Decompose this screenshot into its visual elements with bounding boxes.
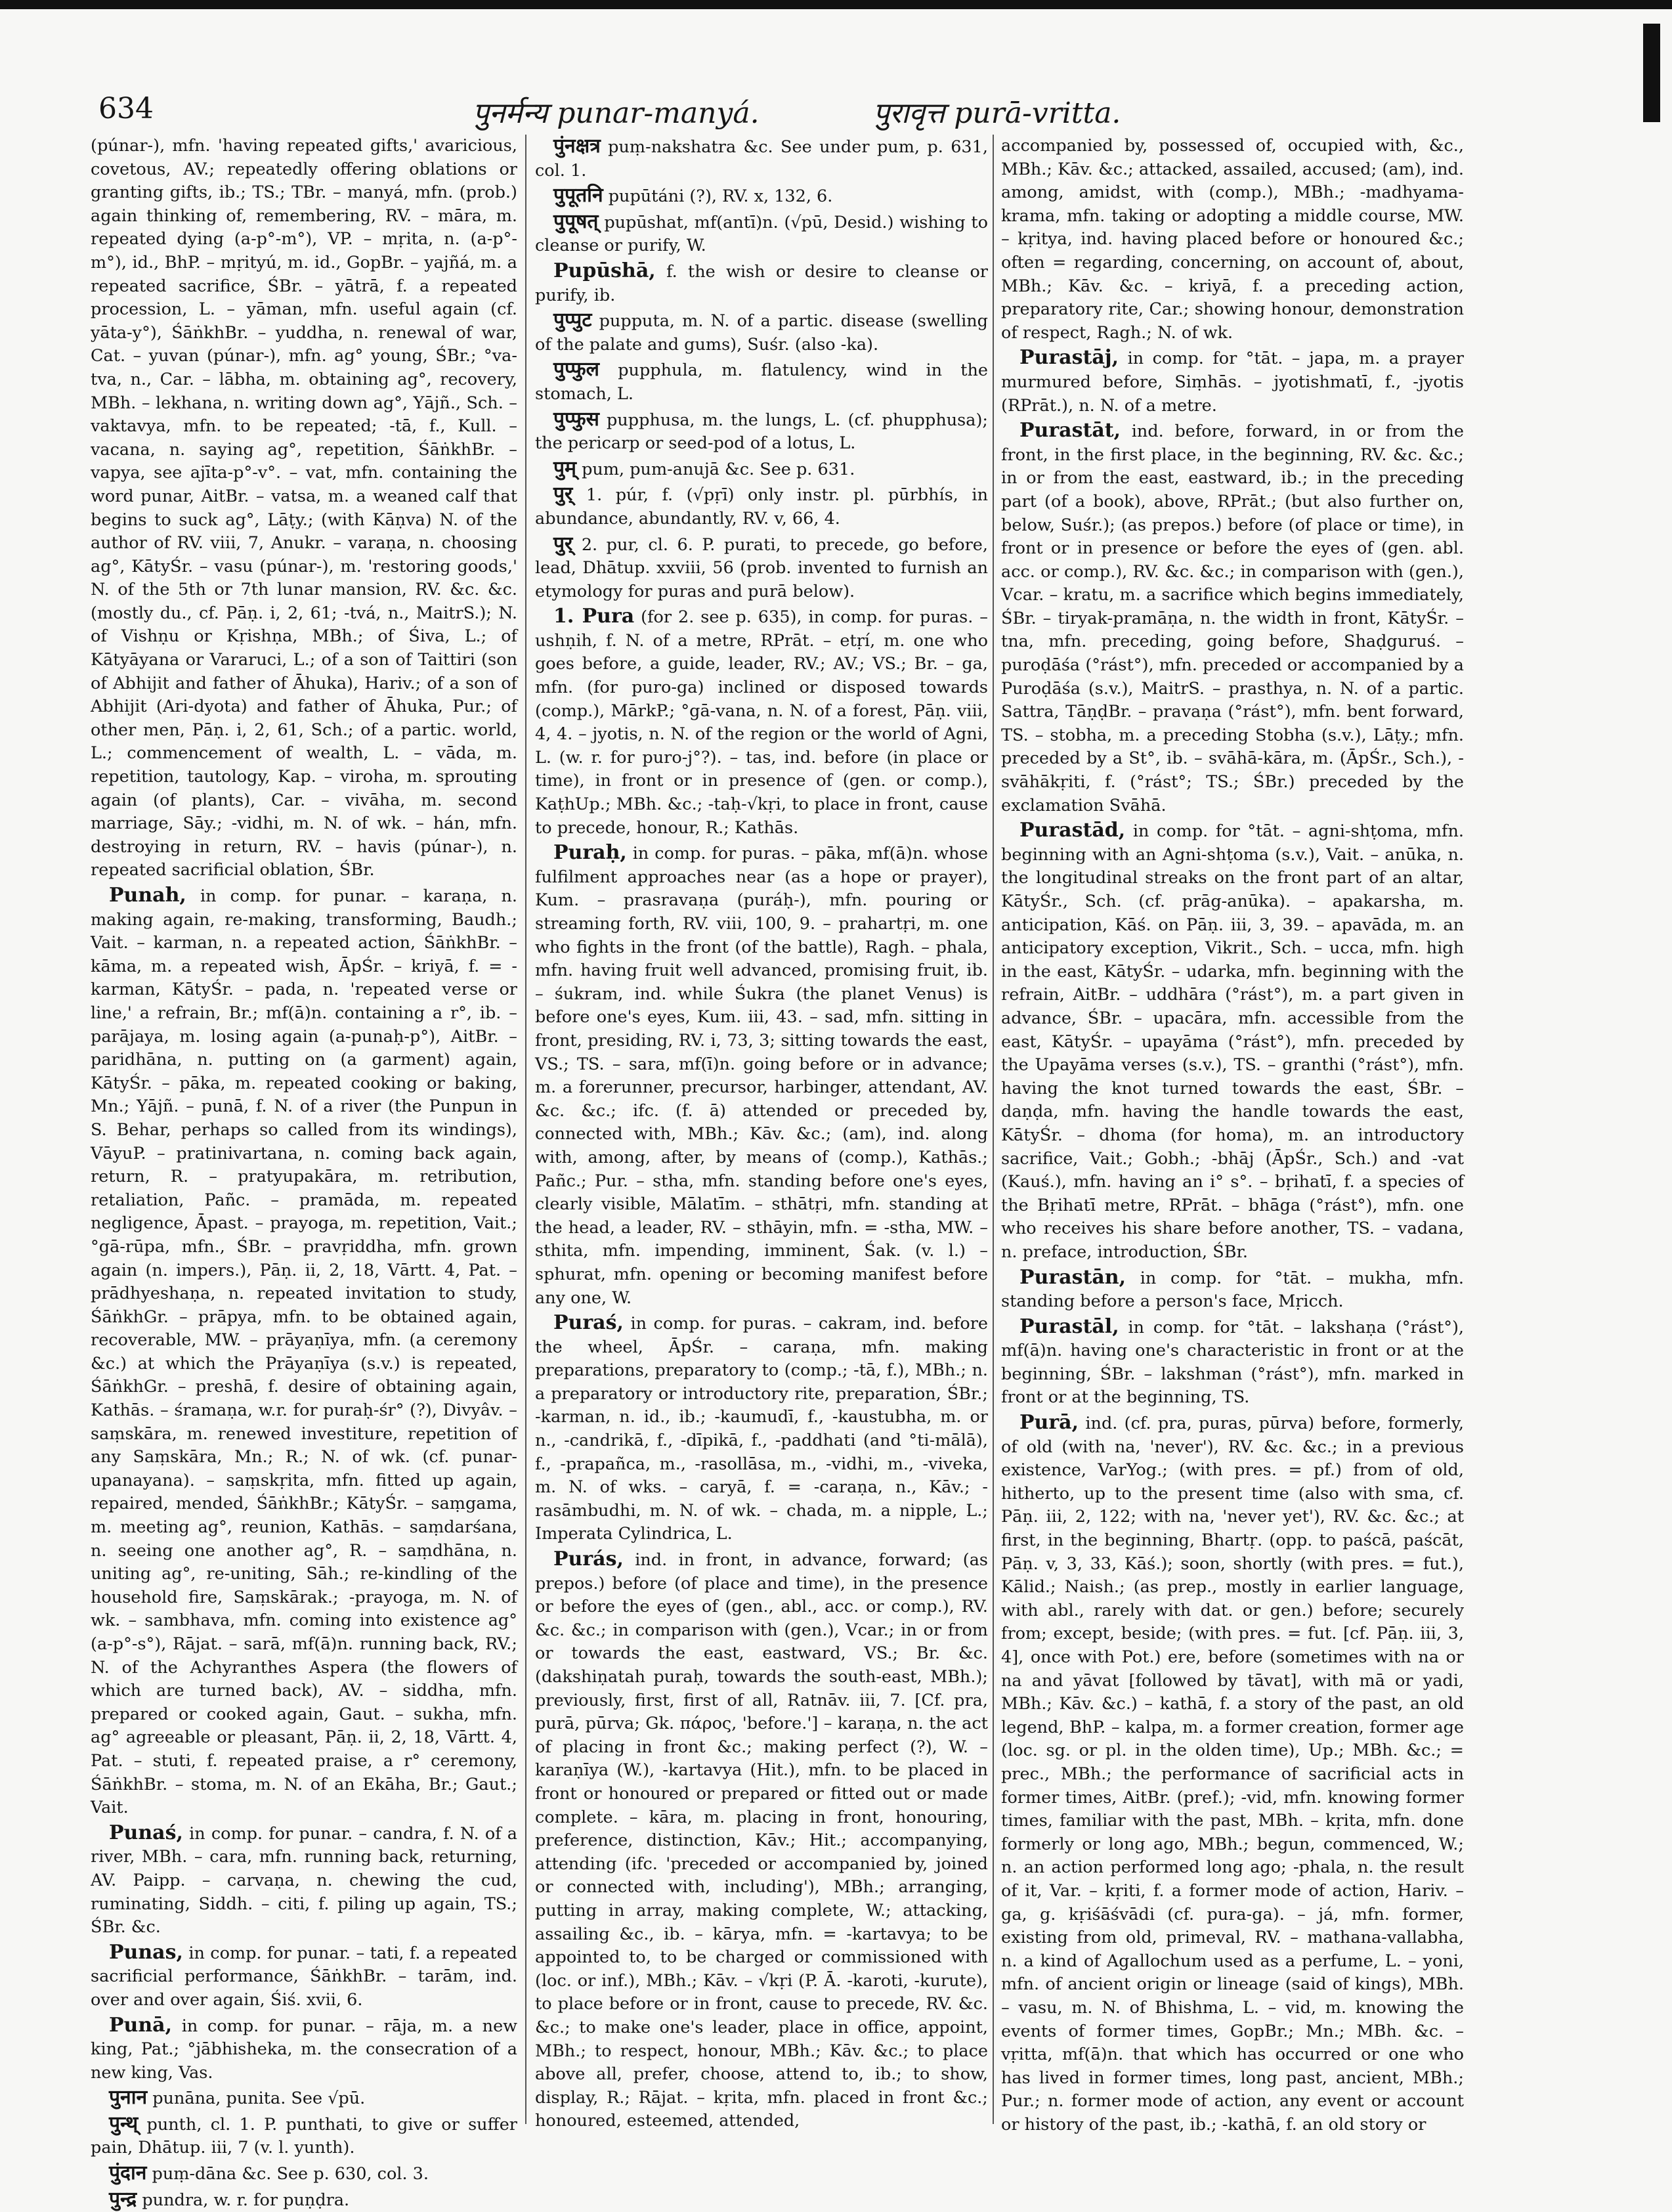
- entry-headword: पुम्: [553, 456, 576, 480]
- dictionary-entry: [1001, 419, 1464, 817]
- dictionary-entry: [91, 884, 517, 1820]
- entry-definition: pupūshat, mf(antī)n. (√pū, Desid.) wishing to cleanse or purify, W.: [535, 212, 989, 256]
- entry-headword: पुप्फुल: [553, 358, 600, 381]
- dictionary-entry: [535, 532, 988, 604]
- entry-headword: पुन्थ्: [109, 2112, 139, 2135]
- dictionary-entry: [535, 457, 988, 482]
- entry-headword: Punā,: [109, 2013, 173, 2037]
- dictionary-entry: [91, 2112, 517, 2160]
- entry-definition: in comp. for °tāt. – lakshaṇa (°rást°), mf(ā)n. having one's characteristic in front or at the beginning, ŚBr. – lakshman (°rást°), mfn. marked in front or at the beginning, TS.: [1001, 1317, 1464, 1408]
- entry-headword: Punah,: [109, 884, 186, 907]
- entry-headword: Purastān,: [1019, 1265, 1126, 1289]
- entry-headword: पुप्फुस: [553, 407, 599, 431]
- dictionary-entry: [1001, 1411, 1464, 2136]
- entry-headword: Purastāl,: [1019, 1314, 1119, 1338]
- entry-definition: in comp. for °tāt. – mukha, mfn. standing before a person's face, Mṛicch.: [1001, 1268, 1464, 1312]
- entry-definition: in comp. for puras. – pāka, mf(ā)n. whose fulfilment approaches near (as a hope or prayer), Kum. – prasravaṇa (puráḥ-), mfn. pouring or streaming forth, RV. viii, 100, 9. – prahartṛi, m. one who fights in the front (of the battle), Ragh. – phala, mfn. having fruit well advanced, promising fruit, ib. – śukram, ind. while Śukra (the planet Venus) is before one's eyes, Kum. iii, 43. – sad, mfn. sitting in front, presiding, RV. i, 73, 3; sitting towards the east, VS.; TS. – sara, mf(ī)n. going before or in advance; m. a forerunner, precursor, harbinger, attendant, AV. &c. &c.; ifc. (f. ā) attended or preceded by, connected with, MBh.; Kāv. &c.; (am), ind. along with, among, after, by means of (comp.), Kathās.; Pañc.; Pur. – stha, mfn. standing before one's eyes, clearly visible, Mālatīm. – sthātṛi, mfn. standing at the head, a leader, RV. – sthāyin, mfn. = -stha, MW. – sthita, mfn. impending, imminent, Śak. (v. l.) – sphurat, mfn. opening or becoming manifest before any one, W.: [535, 844, 989, 1308]
- entry-headword: Purā,: [1019, 1411, 1079, 1435]
- dictionary-entry: [535, 184, 988, 209]
- entry-definition: in comp. for °tāt. – japa, m. a prayer murmured before, Siṃhās. – jyotishmatī, f., -jyotis (RPrāt.), n. N. of a metre.: [1001, 349, 1464, 416]
- entry-definition: pundra, w. r. for puṇḍra.: [142, 2190, 350, 2210]
- entry-headword: पुप्पुट: [553, 309, 592, 332]
- page-header: [98, 92, 1562, 131]
- dictionary-entry: [91, 1821, 517, 1940]
- entry-definition: pupphusa, m. the lungs, L. (cf. phupphusa); the pericarp or seed-pod of a lotus, L.: [535, 410, 988, 454]
- entry-headword: पुंनक्षत्र: [553, 135, 601, 158]
- dictionary-entry: [1001, 819, 1464, 1264]
- entry-definition: in comp. for punar. – rāja, m. a new king, Pat.; °jābhisheka, m. the consecration of a new king, Vas.: [91, 2016, 518, 2083]
- entry-headword: पुपूषत्: [553, 209, 599, 233]
- entry-definition: accompanied by, possessed of, occupied with, &c., MBh.; Kāv. &c.; attacked, assailed, accused; (am), ind. among, amidst, with (comp.), MBh.; -madhyama-krama, mfn. taking or adopting a middle course, MW. – kṛitya, ind. having placed before or honoured &c.; often = regarding, concerning, on account of, about, MBh.; Kāv. &c. – kriyā, f. a preceding action, preparatory rite, Car.; showing honour, demonstration of respect, Ragh.; N. of wk.: [1001, 136, 1464, 343]
- dictionary-entry: [1001, 1315, 1464, 1410]
- entry-definition: ind. before, forward, in or from the front, in the first place, in the beginning, RV. &c. &c.; in or from the east, eastward, ib.; in the preceding part (of a book), above, RPrāt.; (but also further on, below, Suśr.); (as prepos.) before (of place or time), in front or in presence or before the eyes of (gen. abl. acc. or comp.), RV. &c. &c.; in comparison with (gen.), Vcar. – kratu, m. a sacrifice which begins immediately, ŚBr. – tiryak-pramāṇa, n. the width in front, KātyŚr. – tna, mfn. preceding, going before, Shaḍguruś. – puroḍāśa (°rást°), mfn. preceded or accompanied by a Puroḍāśa (s.v.), MaitrS. – prasthya, n. N. of a partic. Sattra, TāṇḍBr. – pravaṇa (°rást°), mfn. bent forward, TS. – stobha, m. a preceding Stobha (s.v.), Lāṭy.; mfn. preceded by a St°, ib. – svāhā-kāra, m. (ĀpŚr., Sch.), -svāhākṛiti, f. (°rást°; TS.; ŚBr.) preceded by the exclamation Svāhā.: [1001, 422, 1465, 815]
- dictionary-entry: [91, 2161, 517, 2186]
- page-number: 634: [98, 92, 154, 125]
- dictionary-entry: [91, 2014, 517, 2085]
- entry-headword: Punaś,: [109, 1821, 183, 1844]
- dictionary-column-3: [1001, 135, 1465, 2135]
- entry-definition: puṃ-dāna &c. See p. 630, col. 3.: [152, 2164, 429, 2184]
- entry-definition: f. the wish or desire to cleanse or purify, ib.: [535, 261, 988, 305]
- entry-definition: ind. (cf. pra, puras, pūrva) before, formerly, of old (with na, 'never'), RV. &c. &c.; in a previous existence, VarYog.; (with pres. = pf.) from of old, hitherto, up to the present time (also with sma, cf. Pāṇ. iii, 2, 122; with na, 'never yet'), RV. &c. &c.; at first, in the beginning, Bhartṛ. (opp. to paścā, paścāt, Pāṇ. v, 3, 33, Kāś.); soon, shortly (with pres. = fut.), Kālid.; Naish.; (as prep., mostly in earlier language, with abl., rarely with dat. or gen.) before; securely from; except, beside; (with pres. = fut. [cf. Pāṇ. iii, 3, 4], once with Pot.) ere, before (sometimes with na or na and yāvat [followed by tāvat], with mā or yadi, MBh.; Kāv. &c.) – kathā, f. a story of the past, an old legend, BhP. – kalpa, m. a former creation, former age (loc. sg. or pl. in the olden time), Up.; MBh. &c.; = prec., MBh.; the performance of sacrificial acts in former times, AitBr. (pref.); -vid, mfn. knowing former times, familiar with the past, MBh. – kṛita, mfn. done formerly or long ago, MBh.; begun, commenced, W.; n. an action performed long ago; -phala, n. the result of it, Var. – kṛiti, f. a former mode of action, Hariv. – ga, g. kṛiśāśvādi (cf. pura-ga). – já, mfn. former, existing from old, primeval, RV. – mathana-vallabha, n. a kind of Agallochum used as a perfume, L. – yoni, mfn. of ancient origin or lineage (said of kings), MBh. – vasu, m. N. of Bhishma, L. – vid, m. knowing the events of former times, GopBr.; Mn.; MBh. &c. – vṛitta, mf(ā)n. that which has occurred or one who has lived in former times, long past, ancient, MBh.; Pur.; n. former mode of action, any event or account or history of the past, ib.; -kathā, f. an old story or: [1001, 1414, 1465, 2135]
- dictionary-entry: [535, 605, 988, 840]
- entry-definition: punth, cl. 1. P. punthati, to give or suffer pain, Dhātup. iii, 7 (v. l. yunth).: [91, 2114, 518, 2158]
- entry-definition: 2. pur, cl. 6. P. purati, to precede, go before, lead, Dhātup. xxviii, 56 (prob. invented to furnish an etymology for puras and purā below).: [535, 534, 988, 601]
- entry-headword: पुनान: [109, 2086, 148, 2110]
- dictionary-entry: [1001, 346, 1464, 418]
- dictionary-entry: [535, 358, 988, 406]
- dictionary-entry: [535, 1548, 988, 2133]
- entry-definition: punāna, punita. See √pū.: [152, 2089, 366, 2109]
- dictionary-entry: [91, 2086, 517, 2111]
- dictionary-entry: [535, 259, 988, 307]
- entry-definition: puṃ-nakshatra &c. See under pum, p. 631, col. 1.: [535, 137, 988, 181]
- dictionary-entry: [535, 135, 988, 183]
- entry-headword: Purastād,: [1019, 819, 1126, 842]
- dictionary-entry: [535, 483, 988, 531]
- dictionary-entry: [1001, 1266, 1464, 1314]
- binding-edge-mark: [1643, 24, 1660, 122]
- entry-definition: in comp. for punar. – candra, f. N. of a river, MBh. – cara, mfn. running back, returning, AV. Paipp. – carvaṇa, n. chewing the cud, ruminating, Siddh. – citi, f. piling up again, TS.; ŚBr. &c.: [91, 1823, 518, 1938]
- entry-headword: पुपूतनि: [553, 184, 603, 207]
- dictionary-entry: [91, 135, 517, 882]
- entry-headword: Purastāt,: [1019, 419, 1121, 443]
- dictionary-entry: [535, 841, 988, 1310]
- dictionary-entry: [1001, 135, 1464, 345]
- header-left-guideword: पुनर्मन्य punar-manyá.: [473, 97, 760, 130]
- dictionary-column-2: [535, 135, 989, 2131]
- entry-headword: Purás,: [553, 1548, 624, 1571]
- entry-headword: पुर्: [553, 532, 573, 555]
- entry-definition: pupputa, m. N. of a partic. disease (swelling of the palate and gums), Suśr. (also -ka).: [535, 311, 989, 355]
- entry-definition: ind. in front, in advance, forward; (as prepos.) before (of place and time), in the presence or before the eyes of (gen., abl., acc. or comp.), RV. &c. &c.; in comparison with (gen.), Vcar.; in or from or towards the east, eastward, VS.; Br. &c. (dakshiṇatah puraḥ, towards the south-east, MBh.); previously, first, first of all, Ratnāv. iii, 7. [Cf. pra, purā, pūrva; Gk. πάρος, 'before.'] – karaṇa, n. the act of placing in front &c.; making perfect (?), W. – karaṇīya (W.), -kartavya (Hit.), mfn. to be placed in front or honoured or prepared or fitted out or made complete. – kāra, m. placing in front, honouring, preference, distinction, Kāv.; Hit.; accompanying, attending (ifc. 'preceded or accompanied by, joined or connected with, including'), MBh.; arranging, putting in array, making complete, W.; attacking, assailing &c., ib. – kārya, mfn. = -kartavya; to be appointed to, to be charged or commissioned with (loc. or inf.), MBh.; Kāv. – √kṛi (P. Ā. -karoti, -kurute), to place before or in front, cause to precede, RV. &c. &c.; to make one's leader, place in office, appoint, MBh.; to respect, honour, MBh.; Kāv. &c.; to place above all, prefer, choose, attend to, ib.; to show, display, R.; Rājat. – kṛita, mfn. placed in front &c.; honoured, esteemed, attended,: [535, 1550, 988, 2131]
- entry-headword: पुन्द्र: [109, 2187, 137, 2211]
- dictionary-entry: [535, 1311, 988, 1546]
- entry-headword: Punas,: [109, 1940, 183, 1964]
- header-right-guideword: पुरावृत्त purā-vritta.: [873, 97, 1121, 130]
- entry-headword: पुर्: [553, 483, 573, 506]
- entry-definition: in comp. for punar. – karaṇa, n. making again, re-making, transforming, Baudh.; Vait. – karman, n. a repeated action, ŚāṅkhBr. – kāma, m. a repeated wish, ĀpŚr. – kriyā, f. = -karman, KātyŚr. – pada, n. 'repeated verse or line,' a refrain, Br.; mf(ā)n. containing a r°, ib. – parājaya, m. losing again (a-punaḥ-p°), AitBr. – paridhāna, n. putting on (a garment) again, KātyŚr. – pāka, m. repeated cooking or baking, Mn.; Yājñ. – punā, f. N. of a river (the Punpun in S. Behar, perhaps so called from its windings), VāyuP. – pratinivartana, n. coming back again, return, R. – pratyupakāra, m. retribution, retaliation, Pañc. – pramāda, m. repeated negligence, Āpast. – prayoga, m. repetition, Vait.; °gā-rūpa, mfn., ŚBr. – pravṛiddha, mfn. grown again (n. impers.), Pāṇ. ii, 2, 18, Vārtt. 4, Pat. – prādhyeshaṇa, n. repeated invitation to study, ŚāṅkhGr. – prāpya, mfn. to be obtained again, recoverable, MW. – prāyaṇīya, mfn. (a ceremony &c.) at which the Prāyaṇīya (s.v.) is repeated, ŚāṅkhGr. – preshā, f. desire of obtaining again, Kathās. – śramaṇa, w.r. for puraḥ-śr° (?), Divyâv. – saṃskāra, m. renewed investiture, repetition of any Saṃskāra, Mn.; R.; N. of wk. (cf. punar-upanayana). – saṃskṛita, mfn. fitted up again, repaired, mended, ŚāṅkhBr.; KātyŚr. – saṃgama, m. meeting ag°, reunion, Kathās. – saṃdarśana, n. seeing one another ag°, R. – saṃdhāna, n. uniting ag°, re-uniting, Sāh.; re-kindling of the household fire, Saṃskārak.; -prayoga, m. N. of wk. – sambhava, mfn. coming into existence ag° (a-p°-s°), Rājat. – sarā, mf(ā)n. running back, RV.; N. of the Achyranthes Aspera (the flowers of which are turned back), AV. – siddha, mfn. prepared or cooked again, Gaut. – sukha, mfn. ag° agreeable or pleasant, Pāṇ. ii, 2, 18, Vārtt. 4, Pat. – stuti, f. repeated praise, a r° ceremony, ŚāṅkhBr. – stoma, m. N. of an Ekāha, Br.; Gaut.; Vait.: [91, 886, 517, 1818]
- page-top-bar: [0, 0, 1672, 9]
- dictionary-entry: [91, 2188, 517, 2212]
- entry-definition: in comp. for punar. – tati, f. a repeated sacrificial performance, ŚāṅkhBr. – tarām, ind. over and over again, Śiś. xvii, 6.: [91, 1943, 518, 2010]
- entry-definition: (púnar-), mfn. 'having repeated gifts,' avaricious, covetous, AV.; repeatedly offering oblations or granting gifts, ib.; TS.; TBr. – manyá, mfn. (prob.) again thinking of, remembering, RV. – māra, m. repeated dying (a-p°-m°), VP. – mṛita, n. (a-p°-m°), id., BhP. – mṛityú, m. id., GopBr. – yajñá, m. a repeated sacrifice, ŚBr. – yātrā, f. a repeated procession, L. – yāman, mfn. useful again (cf. yāta-y°), ŚāṅkhBr. – yuddha, n. renewal of war, Cat. – yuvan (púnar-), mfn. ag° young, ŚBr.; °va-tva, n., Car. – lābha, m. obtaining ag°, recovery, MBh. – lekhana, n. writing down ag°, Yājñ., Sch. – vaktavya, mfn. to be repeated; -tā, f., Kull. – vacana, n. saying ag°, repetition, ŚāṅkhBr. – vapya, see ajīta-p°-v°. – vat, mfn. containing the word punar, AitBr. – vatsa, m. a weaned calf that begins to suck ag°, Lāṭy.; (with Kāṇva) N. of the author of RV. viii, 7, Anukr. – varaṇa, n. choosing ag°, KātyŚr. – vasu (púnar-), m. 'restoring goods,' N. of the 5th or 7th lunar mansion, RV. &c. &c. (mostly du., cf. Pāṇ. i, 2, 61; -tvá, n., MaitrS.); N. of Vishṇu or Kṛishṇa, MBh.; of Śiva, L.; of Kātyāyana or Vararuci, L.; of a son of Taittiri (son of Abhijit and father of Āhuka), Hariv.; of a son of Abhijit (Ari-dyota) and father of Āhuka, Pur.; of other men, Pāṇ. i, 2, 61, Sch.; of a partic. world, L.; commencement of wealth, L. – vāda, m. repetition, tautology, Kap. – viroha, m. sprouting again (of plants), Car. – vivāha, m. second marriage, Sāy.; -vidhi, m. N. of wk. – hán, mfn. destroying in return, RV. – havis (púnar-), n. repeated sacrificial oblation, ŚBr.: [91, 136, 517, 880]
- column-rule: [993, 135, 994, 2124]
- dictionary-entry: [535, 408, 988, 456]
- entry-definition: in comp. for °tāt. – agni-shṭoma, mfn. beginning with an Agni-shṭoma (s.v.), Vait. – anūka, n. the longitudinal streaks on the front part of an altar, KātyŚr., Sch. (cf. prāg-anūka). – apakarsha, m. anticipation, Kāś. on Pāṇ. iii, 3, 39. – apavāda, m. an anticipatory exception, Vikrit., Sch. – ucca, mfn. high in the east, KātyŚr. – udarka, mfn. beginning with the refrain, AitBr. – uddhāra (°rást°), m. a part given in advance, ŚBr. – upacāra, mfn. accessible from the east, KātyŚr. – upayāma (°rást°), mfn. preceded by the Upayāma verses (s.v.), TS. – granthi (°rást°), mfn. having the knot turned towards the east, ŚBr. – daṇḍa, mfn. having the handle towards the east, KātyŚr. – dhoma (for homa), m. an introductory sacrifice, Vait.; Gobh.; -bhāj (ĀpŚr., Sch.) and -vat (Kauś.), mfn. having an i° s°. – bṛihatī, f. a species of the Bṛihatī metre, RPrāt. – bhāga (°rást°), mfn. one who receives his share before another, TS. – vadana, n. preface, introduction, ŚBr.: [1001, 821, 1464, 1262]
- column-rule: [525, 135, 526, 2124]
- dictionary-entry: [535, 309, 988, 357]
- entry-headword: Purastāj,: [1019, 346, 1119, 370]
- dictionary-entry: [535, 210, 988, 258]
- entry-headword: Puraś,: [553, 1311, 624, 1335]
- entry-headword: Pupūshā,: [553, 259, 656, 282]
- entry-definition: pupphula, m. flatulency, wind in the stomach, L.: [535, 360, 989, 404]
- entry-definition: pupūtáni (?), RV. x, 132, 6.: [608, 186, 833, 207]
- entry-definition: pum, pum-anujā &c. See p. 631.: [582, 459, 855, 479]
- dictionary-entry: [91, 1941, 517, 2012]
- dictionary-column-1: [91, 135, 518, 2211]
- entry-definition: in comp. for puras. – cakram, ind. before the wheel, ĀpŚr. – caraṇa, mfn. making preparations, preparatory to (comp.; -tā, f.), MBh.; n. a preparatory or introductory rite, preparation, ŚBr.; -karman, n. id., ib.; -kaumudī, f., -kaustubha, m. or n., -candrikā, f., -dīpikā, f., -paddhati (and °ti-mālā), f., -prapañca, m., -rasollāsa, m., -vidhi, m., -viveka, m. N. of wks. – caryā, f. = -caraṇa, n., Kāv.; -rasāmbudhi, m. N. of wk. – chada, m. a nipple, L.; Imperata Cylindrica, L.: [535, 1314, 989, 1544]
- entry-headword: 1. Pura: [553, 605, 635, 628]
- entry-definition: (for 2. see p. 635), in comp. for puras. – ushṇih, f. N. of a metre, RPrāt. – etṛí, m. one who goes before, a guide, leader, RV.; AV.; VS.; Br. – ga, mfn. (for puro-ga) inclined or disposed towards (comp.), MārkP.; °gā-vana, n. N. of a forest, Pāṇ. viii, 4, 4. – jyotis, n. N. of the region or the world of Agni, L. (w. r. for puro-j°?). – tas, ind. before (in place or time), in front or in presence of (gen. or comp.), KaṭhUp.; MBh. &c.; -taḥ-√kṛi, to place in front, cause to precede, honour, R.; Kathās.: [535, 607, 989, 838]
- entry-headword: Puraḥ,: [553, 841, 627, 865]
- entry-definition: 1. púr, f. (√pṛī) only instr. pl. pūrbhís, in abundance, abundantly, RV. v, 66, 4.: [535, 485, 988, 529]
- entry-headword: पुंदान: [109, 2161, 147, 2185]
